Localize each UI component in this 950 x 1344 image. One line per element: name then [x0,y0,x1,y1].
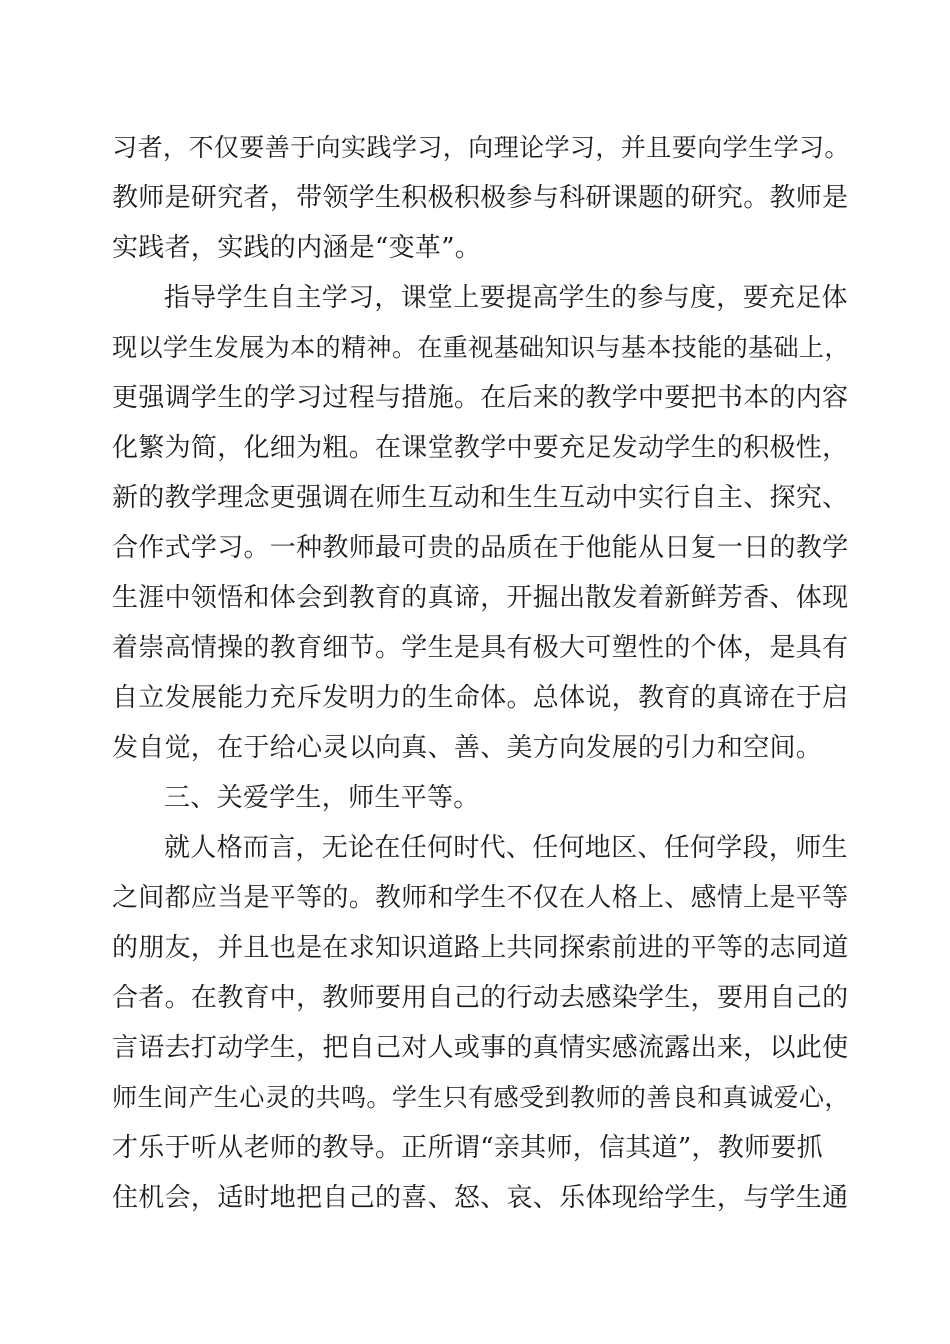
text-line: 的朋友，并且也是在求知识道路上共同探索前进的平等的志同道 [112,933,849,963]
text-line: 言语去打动学生，把自己对人或事的真情实感流露出来，以此使 [112,1033,849,1063]
paragraph-start-line: 指导学生自主学习，课堂上要提高学生的参与度，要充足体 [164,283,848,313]
section-heading: 三、关爱学生，师生平等。 [164,783,480,813]
text-line: 教师是研究者，带领学生积极积极参与科研课题的研究。教师是 [112,183,849,213]
text-line: 师生间产生心灵的共鸣。学生只有感受到教师的善良和真诚爱心， [112,1083,850,1112]
text-line: 才乐于听从老师的教导。正所谓“亲其师，信其道”，教师要抓 [112,1133,823,1163]
text-line: 化繁为简，化细为粗。在课堂教学中要充足发动学生的积极性， [112,433,849,463]
text-line: 自立发展能力充斥发明力的生命体。总体说，教育的真谛在于启 [112,683,849,713]
text-line: 之间都应当是平等的。教师和学生不仅在人格上、感情上是平等 [112,883,849,913]
text-line: 合者。在教育中，教师要用自己的行动去感染学生，要用自己的 [112,983,849,1013]
text-line: 着崇高情操的教育细节。学生是具有极大可塑性的个体，是具有 [112,633,849,663]
text-line: 发自觉，在于给心灵以向真、善、美方向发展的引力和空间。 [112,733,823,763]
text-line: 生涯中领悟和体会到教育的真谛，开掘出散发着新鲜芳香、体现 [112,583,849,613]
text-line: 习者，不仅要善于向实践学习，向理论学习，并且要向学生学习。 [112,133,850,162]
text-line: 合作式学习。一种教师最可贵的品质在于他能从日复一日的教学 [112,533,849,563]
paragraph-start-line: 就人格而言，无论在任何时代、任何地区、任何学段，师生 [164,833,848,863]
text-line: 现以学生发展为本的精神。在重视基础知识与基本技能的基础上， [112,333,850,362]
text-line: 实践者，实践的内涵是“变革”。 [112,233,482,263]
text-line: 住机会，适时地把自己的喜、怒、哀、乐体现给学生，与学生通 [112,1183,849,1213]
text-line: 更强调学生的学习过程与措施。在后来的教学中要把书本的内容 [112,383,849,413]
text-line: 新的教学理念更强调在师生互动和生生互动中实行自主、探究、 [112,483,849,513]
